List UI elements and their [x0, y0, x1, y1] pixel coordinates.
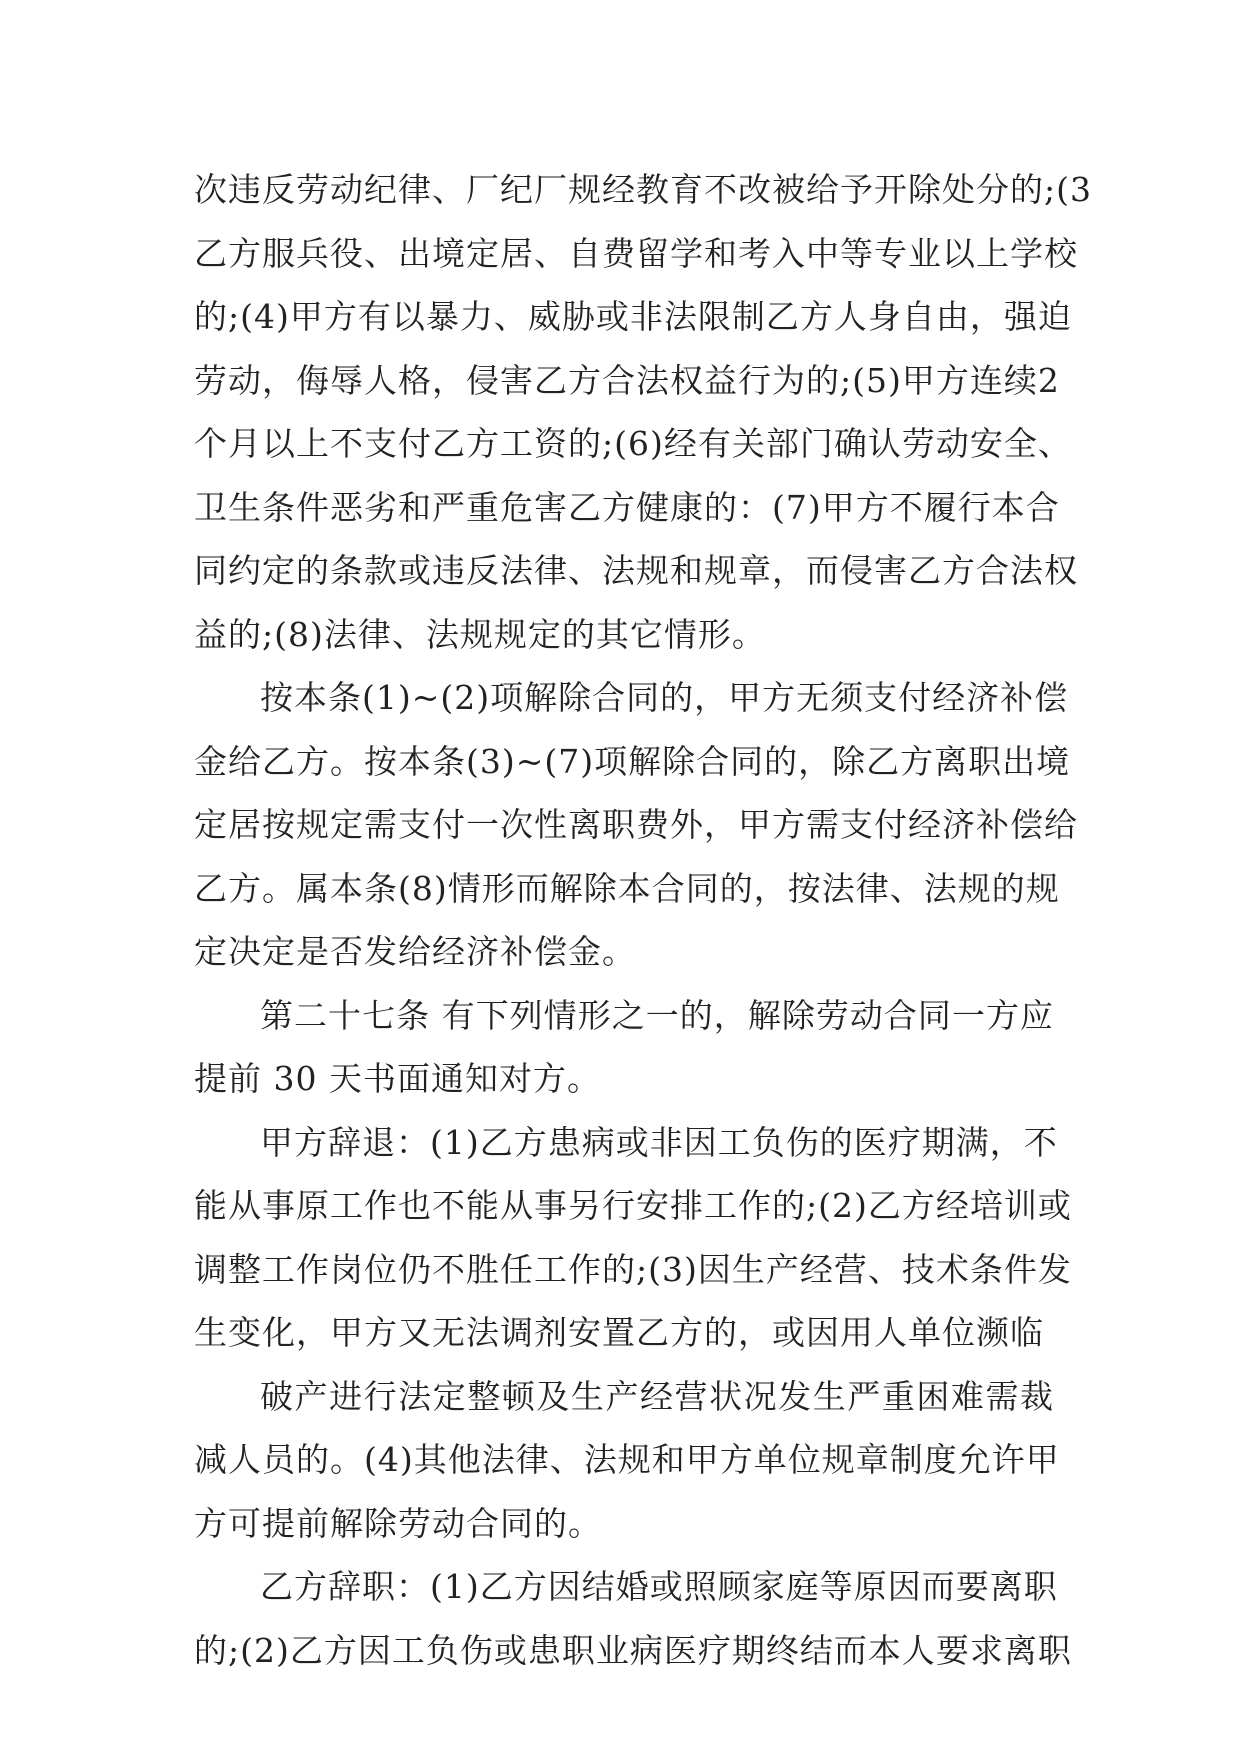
text-line: 劳动，侮辱人格，侵害乙方合法权益行为的;(5)甲方连续2 [194, 360, 1060, 400]
text-line: 卫生条件恶劣和严重危害乙方健康的：(7)甲方不履行本合 [194, 487, 1060, 527]
text-line: 个月以上不支付乙方工资的;(6)经有关部门确认劳动安全、 [194, 424, 1072, 463]
text-line: 乙方服兵役、出境定居、自费留学和考入中等专业以上学校 [194, 233, 1078, 273]
text-line: 的;(2)乙方因工负伤或患职业病医疗期终结而本人要求离职 [194, 1630, 1072, 1670]
text-line: 金给乙方。按本条(3)~(7)项解除合同的，除乙方离职出境 [194, 741, 1071, 781]
text-line: 调整工作岗位仍不胜任工作的;(3)因生产经营、技术条件发 [194, 1249, 1072, 1289]
text-line: 定决定是否发给经济补偿金。 [194, 932, 636, 971]
text-line: 乙方。属本条(8)情形而解除本合同的，按法律、法规的规 [194, 868, 1060, 908]
text-line: 按本条(1)~(2)项解除合同的，甲方无须支付经济补偿 [260, 678, 1069, 717]
text-line: 定居按规定需支付一次性离职费外，甲方需支付经济补偿给 [194, 805, 1078, 844]
text-line: 能从事原工作也不能从事另行安排工作的;(2)乙方经培训或 [194, 1186, 1072, 1225]
text-line: 生变化，甲方又无法调剂安置乙方的，或因用人单位濒临 [194, 1313, 1044, 1352]
text-line: 乙方辞职：(1)乙方因结婚或照顾家庭等原因而要离职 [260, 1567, 1058, 1606]
article-heading-line: 第二十七条 有下列情形之一的，解除劳动合同一方应 [260, 995, 1054, 1035]
text-line: 益的;(8)法律、法规规定的其它情形。 [194, 614, 766, 654]
text-line: 甲方辞退：(1)乙方患病或非因工负伤的医疗期满，不 [260, 1122, 1058, 1162]
text-line: 次违反劳动纪律、厂纪厂规经教育不改被给予开除处分的;(3 [194, 170, 1092, 209]
text-line: 提前 30 天书面通知对方。 [194, 1059, 601, 1098]
text-line: 减人员的。(4)其他法律、法规和甲方单位规章制度允许甲 [194, 1440, 1060, 1479]
text-line: 方可提前解除劳动合同的。 [194, 1503, 602, 1543]
text-line: 的;(4)甲方有以暴力、威胁或非法限制乙方人身自由，强迫 [194, 297, 1072, 336]
text-line: 破产进行法定整顿及生产经营状况发生严重困难需裁 [260, 1376, 1054, 1416]
text-line: 同约定的条款或违反法律、法规和规章，而侵害乙方合法权 [194, 551, 1078, 590]
document-body [194, 158, 1092, 1682]
